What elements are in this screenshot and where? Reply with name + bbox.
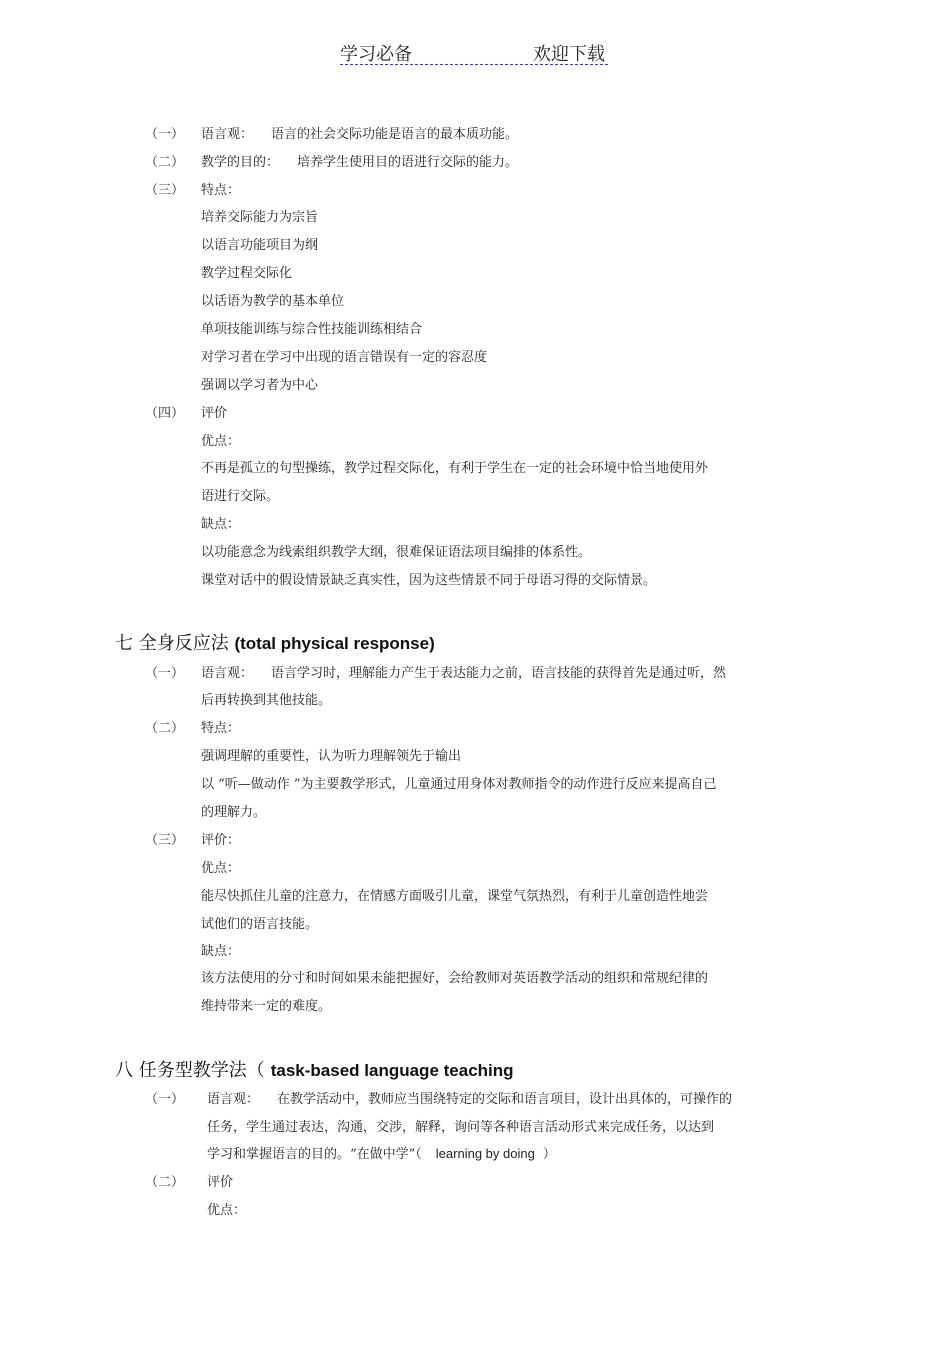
cons-line: 该方法使用的分寸和时间如果未能把握好，会给教师对英语教学活动的组织和常规纪律的 bbox=[201, 971, 709, 986]
feature-line: 培养交际能力为宗旨 bbox=[201, 210, 319, 225]
feature-line: 的理解力。 bbox=[201, 805, 267, 820]
header-left: 学习必备 bbox=[340, 44, 412, 65]
feature-line: 单项技能训练与综合性技能训练相结合 bbox=[201, 322, 423, 337]
pros-label: 优点： bbox=[201, 434, 241, 449]
item-number: （四） bbox=[145, 406, 185, 421]
page-header bbox=[340, 40, 608, 65]
pros-line: 不再是孤立的句型操练，教学过程交际化，有利于学生在一定的社会环境中恰当地使用外 bbox=[201, 461, 709, 476]
item-label: 评价 bbox=[207, 1175, 234, 1190]
item-text: 语言观： 在教学活动中，教师应当围绕特定的交际和语言项目，设计出具体的，可操作的 bbox=[207, 1092, 733, 1107]
cons-label: 缺点： bbox=[201, 517, 241, 532]
item-number: （一） bbox=[145, 1092, 185, 1107]
item-label: 评价： bbox=[201, 833, 241, 848]
pros-line: 能尽快抓住儿童的注意力，在情感方面吸引儿童，课堂气氛热烈，有利于儿童创造性地尝 bbox=[201, 889, 709, 904]
pros-line: 试他们的语言技能。 bbox=[201, 917, 319, 932]
pros-label: 优点： bbox=[201, 861, 241, 876]
cons-label: 缺点： bbox=[201, 944, 241, 959]
item-text: 语言观： 语言的社会交际功能是语言的最本质功能。 bbox=[201, 127, 519, 142]
item-number: （二） bbox=[145, 155, 185, 170]
item-label: 评价 bbox=[201, 406, 228, 421]
item-label: 特点： bbox=[201, 183, 241, 198]
item-number: （二） bbox=[145, 721, 185, 736]
cons-line: 课堂对话中的假设情景缺乏真实性，因为这些情景不同于母语习得的交际情景。 bbox=[201, 573, 657, 588]
item-text-cont: 后再转换到其他技能。 bbox=[201, 693, 332, 708]
feature-line: 强调以学习者为中心 bbox=[201, 378, 319, 393]
header-right: 欢迎下载 bbox=[533, 44, 605, 65]
feature-line: 以话语为教学的基本单位 bbox=[201, 294, 345, 309]
feature-line: 教学过程交际化 bbox=[201, 266, 293, 281]
item-number: （二） bbox=[145, 1175, 185, 1190]
item-text: 语言观： 语言学习时，理解能力产生于表达能力之前，语言技能的获得首先是通过听，然 bbox=[201, 666, 727, 681]
item-text: 教学的目的： 培养学生使用目的语进行交际的能力。 bbox=[201, 155, 519, 170]
feature-line: 以语言功能项目为纲 bbox=[201, 238, 319, 253]
cons-line: 以功能意念为线索组织教学大纲，很难保证语法项目编排的体系性。 bbox=[201, 545, 592, 560]
section-heading: 七 全身反应法 (total physical response) bbox=[115, 633, 435, 654]
feature-line: 强调理解的重要性，认为听力理解领先于输出 bbox=[201, 749, 462, 764]
item-text-cont: 学习和掌握语言的目的。“在做中学”（ learning by doing ） bbox=[207, 1146, 556, 1162]
feature-line: 以 “听—做动作 ”为主要教学形式，儿童通过用身体对教师指令的动作进行反应来提高自己 bbox=[201, 777, 717, 792]
pros-label: 优点： bbox=[207, 1203, 247, 1218]
item-label: 特点： bbox=[201, 721, 241, 736]
item-number: （三） bbox=[145, 833, 185, 848]
section-heading: 八 任务型教学法（ task-based language teaching bbox=[115, 1060, 514, 1081]
feature-line: 对学习者在学习中出现的语言错误有一定的容忍度 bbox=[201, 350, 488, 365]
item-number: （一） bbox=[145, 666, 185, 681]
pros-line: 语进行交际。 bbox=[201, 489, 280, 504]
item-number: （一） bbox=[145, 127, 185, 142]
item-text-cont: 任务，学生通过表达，沟通，交涉，解释，询问等各种语言活动形式来完成任务，以达到 bbox=[207, 1120, 715, 1135]
cons-line: 维持带来一定的难度。 bbox=[201, 999, 332, 1014]
item-number: （三） bbox=[145, 183, 185, 198]
